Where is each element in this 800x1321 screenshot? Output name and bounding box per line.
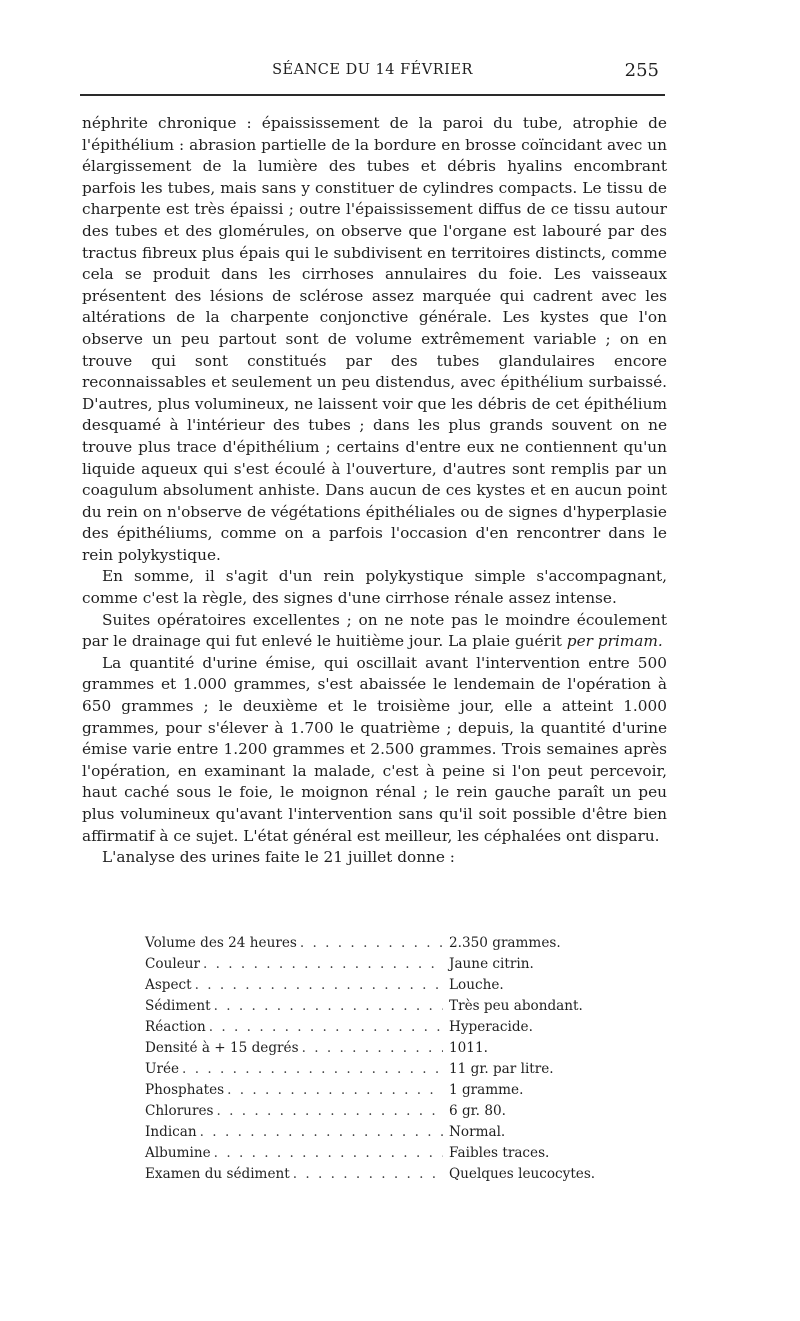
result-value: Normal. — [449, 1124, 506, 1140]
result-value: 6 gr. 80. — [449, 1103, 506, 1119]
urine-analysis-table — [145, 933, 625, 1185]
paragraph-summary: En somme, il s'agit d'un rein polykystique simple s'accompagnant, comme c'est la règle, des signes d'une cirrhose rénale assez intense. — [82, 567, 667, 608]
result-row — [145, 996, 625, 1017]
dot-leader — [182, 1059, 443, 1080]
dot-leader — [302, 1038, 443, 1059]
result-label: Réaction — [145, 1019, 206, 1035]
result-label: Densité à + 15 degrés — [145, 1040, 299, 1056]
body-text — [82, 113, 667, 869]
result-row — [145, 1164, 625, 1185]
result-label: Sédiment — [145, 998, 211, 1014]
result-value: Quelques leucocytes. — [449, 1166, 596, 1182]
result-row — [145, 1143, 625, 1164]
dot-leader — [293, 1164, 443, 1185]
paragraph-urine-quantity: La quantité d'urine émise, qui oscillait avant l'intervention entre 500 grammes et 1.000 grammes, s'est abaissée le lendemain de l'opération à 650 grammes ; le deuxième et le troisième jour, elle a atteint 1.000 grammes, pour s'élever à 1.700 le quatrième ; depuis, la quantité d'urine émise varie entre 1.200 grammes et 2.500 grammes. Trois semaines après l'opération, en examinant la malade, c'est à peine si l'on peut percevoir, haut caché sous le foie, le moignon rénal ; le rein gauche paraît un peu plus volumineux qu'avant l'intervention sans qu'il soit possible d'être bien affirmatif à ce sujet. L'état général est meilleur, les céphalées ont disparu. — [82, 653, 667, 845]
result-label: Urée — [145, 1061, 180, 1077]
dot-leader — [209, 1017, 443, 1038]
result-label: Volume des 24 heures — [145, 935, 297, 951]
result-label: Couleur — [145, 956, 200, 972]
result-value: Très peu abondant. — [449, 998, 583, 1014]
dot-leader — [203, 954, 443, 975]
paragraph-urine-analysis-intro: L'analyse des urines faite le 21 juillet donne : — [102, 848, 455, 867]
result-row — [145, 1059, 625, 1080]
result-value: 11 gr. par litre. — [449, 1061, 554, 1077]
result-row — [145, 1017, 625, 1038]
result-label: Phosphates — [145, 1082, 225, 1098]
result-value: Hyperacide. — [449, 1019, 533, 1035]
result-value: Jaune citrin. — [449, 956, 534, 972]
result-value: 1011. — [449, 1040, 488, 1056]
per-primam-italic: per primam. — [566, 632, 663, 651]
running-title: SÉANCE DU 14 FÉVRIER — [272, 62, 473, 78]
result-row — [145, 1122, 625, 1143]
dot-leader — [214, 996, 443, 1017]
result-row — [145, 975, 625, 996]
page-number: 255 — [624, 60, 659, 81]
paragraph-postoperative — [82, 610, 667, 653]
result-value: Louche. — [449, 977, 504, 993]
result-value: 1 gramme. — [449, 1082, 524, 1098]
postoperative-text: Suites opératoires excellentes ; on ne note pas le moindre écoulement par le drainage qui fut enlevé le huitième jour. La plaie guérit — [82, 610, 667, 651]
dot-leader — [214, 1143, 443, 1164]
result-label: Examen du sédiment — [145, 1166, 290, 1182]
result-label: Indican — [145, 1124, 197, 1140]
result-row — [145, 1038, 625, 1059]
result-label: Chlorures — [145, 1103, 214, 1119]
result-label: Albumine — [145, 1145, 211, 1161]
result-label: Aspect — [145, 977, 192, 993]
result-value: 2.350 grammes. — [449, 935, 561, 951]
dot-leader — [195, 975, 443, 996]
page-header — [80, 58, 665, 92]
dot-leader — [227, 1080, 443, 1101]
header-rule — [80, 94, 665, 96]
dot-leader — [200, 1122, 443, 1143]
paragraph-histology: néphrite chronique : épaississement de la paroi du tube, atrophie de l'épithélium : abrasion partielle de la bordure en brosse coïncidant avec un élargissement de la lumière des tubes et débris hyalins encombrant parfois les tubes, mais sans y constituer de cylindres compacts. Le tissu de charpente est très épaissi ; outre l'épaississement diffus de ce tissu autour des tubes et des glomérules, on observe que l'organe est labouré par des tractus fibreux plus épais qui le subdivisent en territoires distincts, comme cela se produit dans les cirrhoses annulaires du foie. Les vaisseaux présentent des lésions de sclérose assez marquée qui cadrent avec les altérations de la charpente conjonctive générale. Les kystes que l'on observe un peu partout sont de volume extrêmement variable ; on en trouve qui sont constitués par des tubes glandulaires encore reconnaissables et seulement un peu distendus, avec épithélium surbaissé. D'autres, plus volumineux, ne laissent voir que les débris de cet épithélium desquamé à l'intérieur des tubes ; dans les plus grands souvent on ne trouve plus trace d'épithélium ; certains d'entre eux ne contiennent qu'un liquide aqueux qui s'est écoulé à l'ouverture, d'autres sont remplis par un coagulum absolument anhiste. Dans aucun de ces kystes et en aucun point du rein on n'observe de végétations épithéliales ou de signes d'hyperplasie des épithéliums, comme on a parfois l'occasion d'en rencontrer dans le rein polykystique. — [82, 114, 667, 564]
result-row — [145, 1101, 625, 1122]
dot-leader — [216, 1101, 443, 1122]
result-row — [145, 954, 625, 975]
result-row — [145, 933, 625, 954]
result-row — [145, 1080, 625, 1101]
dot-leader — [300, 933, 443, 954]
result-value: Faibles traces. — [449, 1145, 550, 1161]
